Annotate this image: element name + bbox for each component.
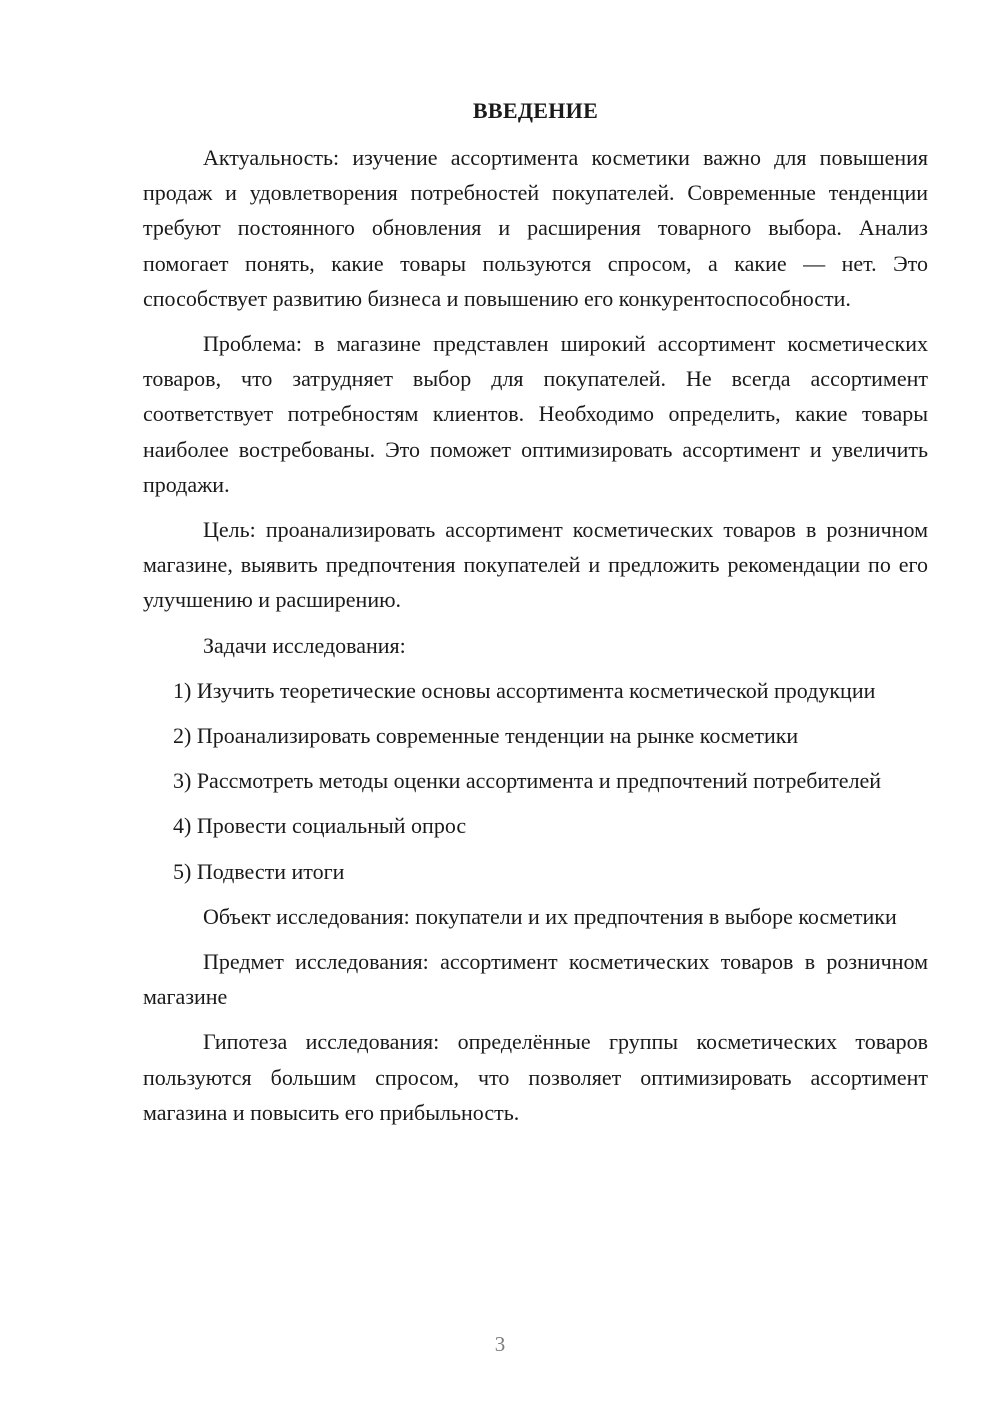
page-number: 3 bbox=[494, 1332, 506, 1356]
goal-paragraph: Цель: проанализировать ассортимент косметических товаров в розничном магазине, выявить предпочтения покупателей и предложить рекомендации по его улучшению и расширению. bbox=[143, 517, 928, 613]
task-item-5: 5) Подвести итоги bbox=[173, 858, 345, 884]
document-page bbox=[143, 96, 928, 1140]
subject-paragraph: Предмет исследования: ассортимент косметических товаров в розничном магазине bbox=[143, 949, 928, 1010]
object-paragraph: Объект исследования: покупатели и их предпочтения в выборе косметики bbox=[203, 903, 897, 929]
section-heading: ВВЕДЕНИЕ bbox=[472, 98, 599, 123]
task-item-2: 2) Проанализировать современные тенденции на рынке косметики bbox=[173, 723, 799, 749]
task-item-4: 4) Провести социальный опрос bbox=[173, 813, 467, 839]
relevance-paragraph: Актуальность: изучение ассортимента косметики важно для повышения продаж и удовлетворения потребностей покупателей. Современные тенденции требуют постоянного обновления и расширения товарного выбора. Анализ помогает понять, какие товары пользуются спросом, а какие — нет. Это способствует развитию бизнеса и повышению его конкурентоспособности. bbox=[143, 145, 928, 311]
hypothesis-paragraph: Гипотеза исследования: определённые группы косметических товаров пользуются большим спросом, что позволяет оптимизировать ассортимент магазина и повысить его прибыльность. bbox=[143, 1029, 928, 1125]
problem-paragraph: Проблема: в магазине представлен широкий ассортимент косметических товаров, что затрудняет выбор для покупателей. Не всегда ассортимент соответствует потребностям клиентов. Необходимо определить, какие товары наиболее востребованы. Это поможет оптимизировать ассортимент и увеличить продажи. bbox=[143, 331, 928, 497]
task-item-3: 3) Рассмотреть методы оценки ассортимента и предпочтений потребителей bbox=[173, 768, 882, 794]
tasks-title: Задачи исследования: bbox=[203, 632, 406, 658]
task-item-1: 1) Изучить теоретические основы ассортимента косметической продукции bbox=[173, 677, 876, 703]
